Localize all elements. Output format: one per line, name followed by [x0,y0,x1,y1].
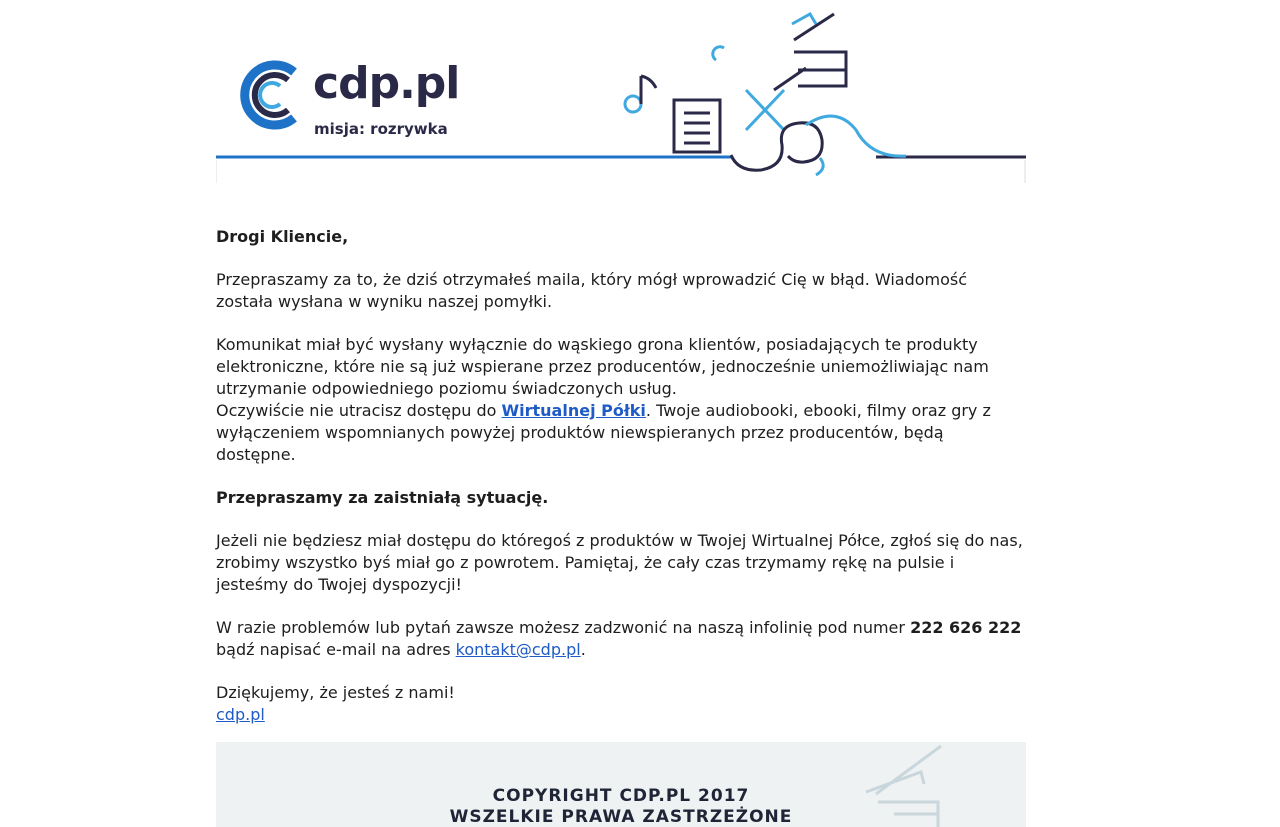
box-icon [794,14,846,86]
rights-text: WSZELKIE PRAWA ZASTRZEŻONE [449,807,793,827]
site-link[interactable]: cdp.pl [216,705,265,724]
x-mark-icon [746,90,784,130]
arc-icon [713,47,724,60]
contact-text-middle: bądź napisać e-mail na adres [216,640,456,659]
email-link[interactable]: kontakt@cdp.pl [455,640,581,659]
greeting: Drogi Kliencie, [216,227,349,246]
paragraph-message: Komunikat miał być wysłany wyłącznie do wąskiego grona klientów, posiadających te produkty elektroniczne, które nie są już wspierane przez producentów, jednocześnie uniemożliwiając nam utrzymanie odpowiedniego poziomu świadczonych usług. [216,335,989,398]
paragraph-access [216,400,1026,466]
thanks-text: Dziękujemy, że jesteś z nami! [216,683,455,702]
contact-text-before: W razie problemów lub pytań zawsze możesz zadzwonić na naszą infolinię pod numer [216,618,911,637]
copyright-text: COPYRIGHT CDP.PL 2017 [492,786,750,806]
access-text-before: Oczywiście nie utracisz dostępu do [216,401,502,420]
cdp-logo-icon [245,65,294,125]
email-container [216,0,1026,827]
apology-heading: Przepraszamy za zaistniałą sytuację. [216,488,549,507]
paragraph-contact [216,617,1026,661]
brand-name: cdp.pl [313,58,460,109]
contact-text-after: . [580,640,586,659]
swirl-icon [731,123,822,170]
virtual-shelf-link[interactable]: Wirtualnej Półki [501,401,646,420]
email-header [216,0,1026,183]
phone-number: 222 626 222 [910,618,1022,637]
paragraph-support: Jeżeli nie będziesz miał dostępu do któregoś z produktów w Twojej Wirtualnej Półce, zgłoś się do nas, zrobimy wszystko byś miał go z powrotem. Pamiętaj, że cały czas trzymamy rękę na pulsie i jesteśmy do Twojej dyspozycji! [216,531,1023,594]
music-note-icon [625,76,656,112]
brand-tagline: misja: rozrywka [314,120,448,138]
document-icon [674,100,720,152]
access-text-after: . Twoje audiobooki, ebooki, filmy oraz gry z wyłączeniem wspomnianych powyżej produktów niewspieranych przez producentów, będą dostępne. [216,401,991,464]
email-body [216,226,1026,726]
email-footer [216,742,1026,827]
paragraph-apology-intro: Przepraszamy za to, że dziś otrzymałeś maila, który mógł wprowadzić Cię w błąd. Wiadomość została wysłana w wyniku naszej pomyłki. [216,270,968,311]
